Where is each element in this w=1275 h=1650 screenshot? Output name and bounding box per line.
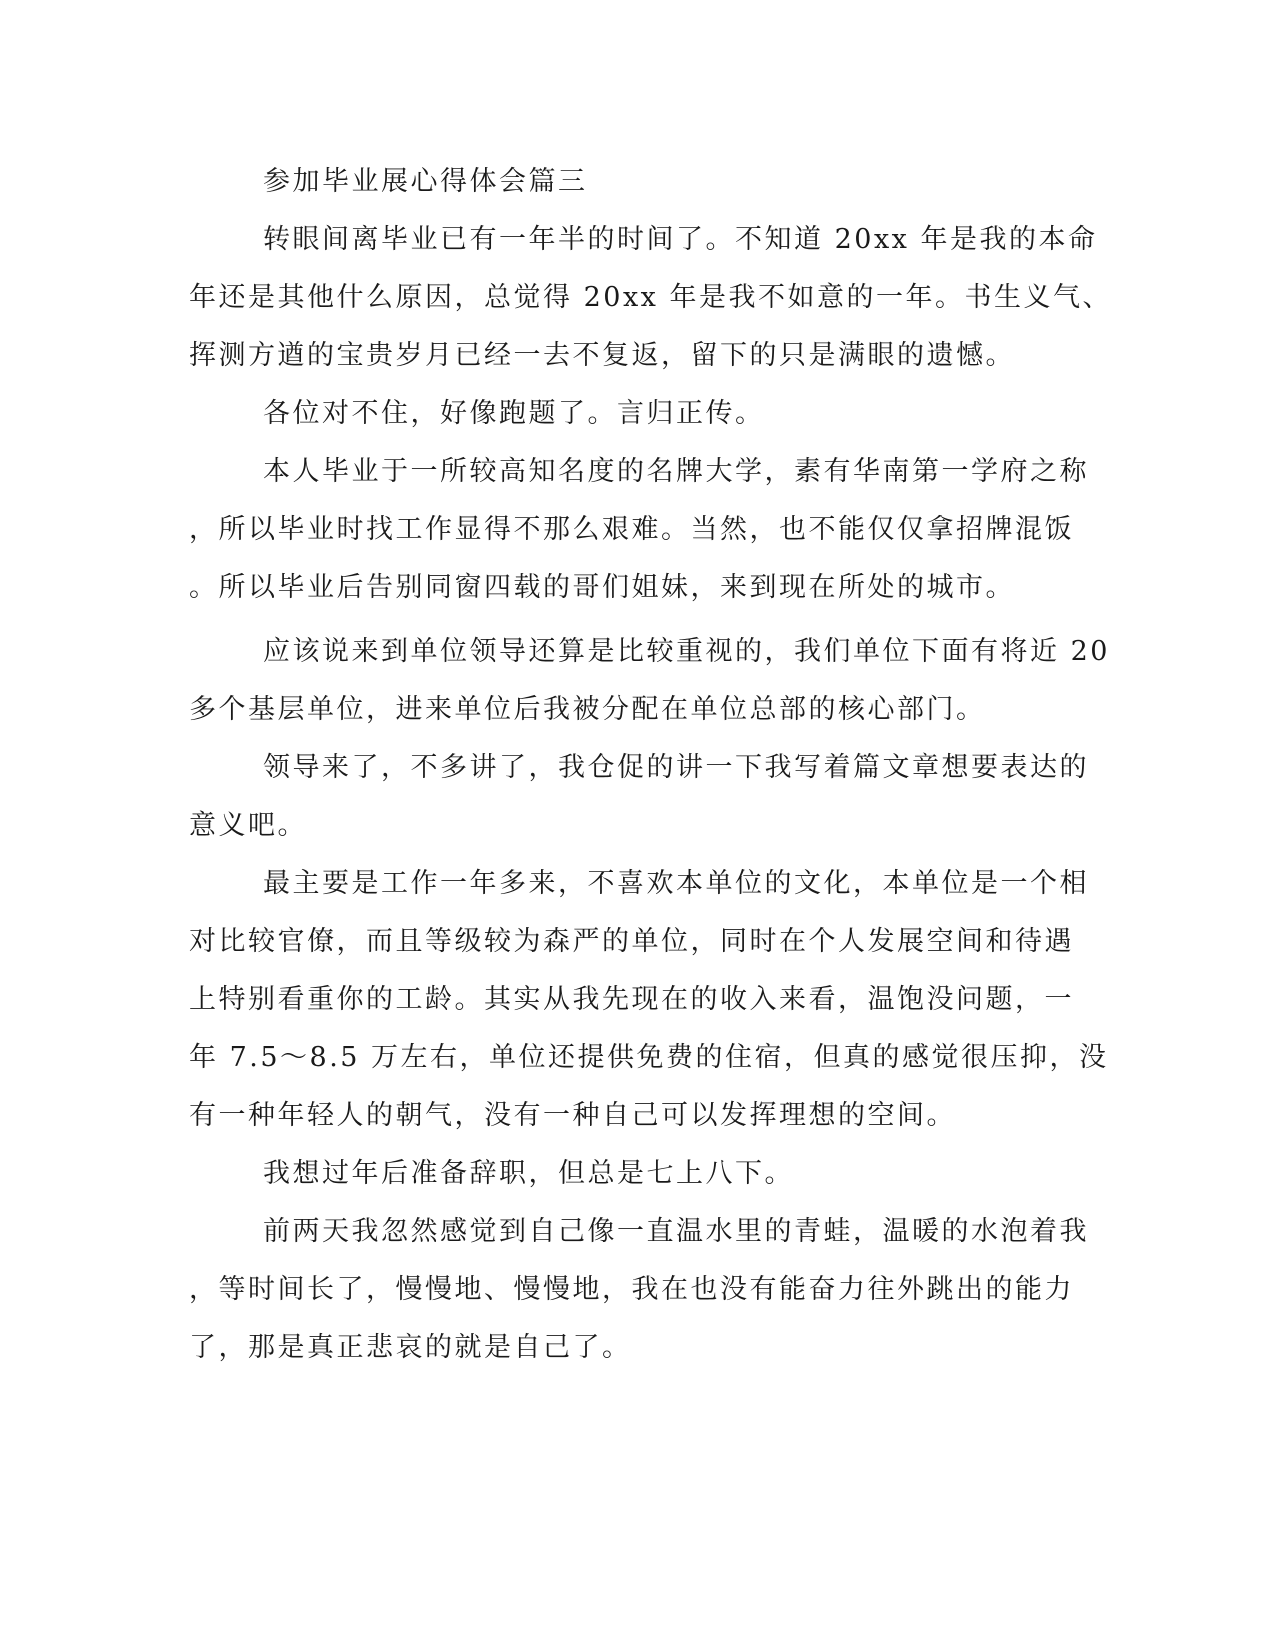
text-line: 前两天我忽然感觉到自己像一直温水里的青蛙，温暖的水泡着我 [263, 1216, 1089, 1247]
text-line: 挥测方遒的宝贵岁月已经一去不复返，留下的只是满眼的遗憾。 [189, 340, 1015, 371]
document-title: 参加毕业展心得体会篇三 [263, 166, 588, 197]
text-line: 意义吧。 [189, 810, 307, 841]
text-line: 本人毕业于一所较高知名度的名牌大学，素有华南第一学府之称 [263, 456, 1089, 487]
text-line: 。所以毕业后告别同窗四载的哥们姐妹，来到现在所处的城市。 [189, 572, 1015, 603]
text-line: 我想过年后准备辞职，但总是七上八下。 [263, 1158, 794, 1189]
text-line: 各位对不住，好像跑题了。言归正传。 [263, 398, 765, 429]
text-line: 了，那是真正悲哀的就是自己了。 [189, 1332, 632, 1363]
text-line: 多个基层单位，进来单位后我被分配在单位总部的核心部门。 [189, 694, 986, 725]
text-line: 应该说来到单位领导还算是比较重视的，我们单位下面有将近 20 [263, 636, 1110, 667]
text-line: 有一种年轻人的朝气，没有一种自己可以发挥理想的空间。 [189, 1100, 956, 1131]
text-line: 年 7.5～8.5 万左右，单位还提供免费的住宿，但真的感觉很压抑，没 [189, 1042, 1109, 1073]
text-line: 对比较官僚，而且等级较为森严的单位，同时在个人发展空间和待遇 [189, 926, 1074, 957]
text-line: ，所以毕业时找工作显得不那么艰难。当然，也不能仅仅拿招牌混饭 [189, 514, 1074, 545]
text-line: 上特别看重你的工龄。其实从我先现在的收入来看，温饱没问题，一 [189, 984, 1074, 1015]
text-line: ，等时间长了，慢慢地、慢慢地，我在也没有能奋力往外跳出的能力 [189, 1274, 1074, 1305]
text-line: 最主要是工作一年多来，不喜欢本单位的文化，本单位是一个相 [263, 868, 1089, 899]
text-line: 转眼间离毕业已有一年半的时间了。不知道 20xx 年是我的本命 [263, 224, 1098, 255]
text-line: 领导来了，不多讲了，我仓促的讲一下我写着篇文章想要表达的 [263, 752, 1089, 783]
text-line: 年还是其他什么原因，总觉得 20xx 年是我不如意的一年。书生义气、 [189, 282, 1112, 313]
